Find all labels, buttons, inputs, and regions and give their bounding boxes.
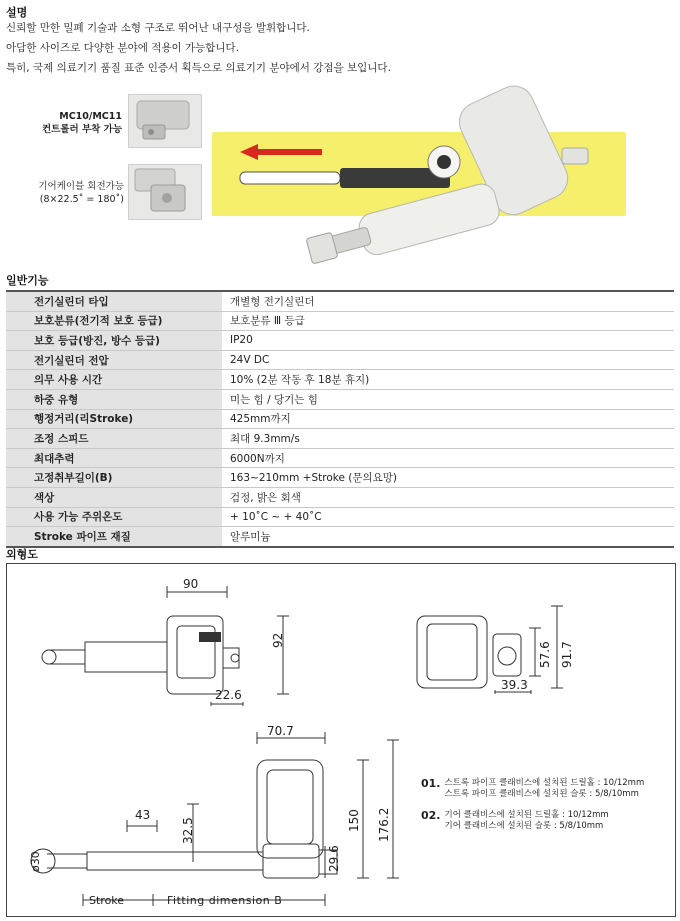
table-row: 고정취부길이(B) 163~210mm +Stroke (문의요망): [6, 468, 674, 488]
dim-57-6: 57.6: [538, 641, 552, 668]
drawing-heading: 외형도: [6, 548, 38, 561]
description-line-1: 신뢰할 만한 밀폐 기술과 소형 구조로 뛰어난 내구성을 발휘합니다.: [6, 22, 310, 34]
spec-table: [6, 290, 674, 548]
dim-92: 92: [271, 632, 285, 648]
dim-29-6: 29.6: [327, 845, 341, 872]
note-1: 01. 스트록 파이프 클래비스에 설치된 드릴홀 : 10/12mm 스트록 파이프 클래비스에 설치된 슬롯 : 5/8/10mm: [421, 777, 645, 799]
dim-150: 150: [347, 809, 361, 832]
dim-39-3: 39.3: [501, 678, 528, 692]
actuator-product-photo: [212, 80, 626, 270]
dim-70-7: 70.7: [267, 724, 294, 738]
dim-fitting-dimension: Fitting dimension B: [167, 894, 283, 907]
table-row: 보호 등급(방진, 방수 등급) IP20: [6, 331, 674, 351]
description-text: [6, 18, 391, 78]
dim-stroke: Stroke: [89, 894, 125, 907]
dim-91-7: 91.7: [560, 641, 574, 668]
description-heading: 설명: [6, 6, 28, 19]
description-line-3: 특히, 국제 의료기기 품질 표준 인증서 획득으로 의료기기 분야에서 강점을 보입니다.: [6, 62, 391, 74]
table-row: 전기실린더 전압 24V DC: [6, 350, 674, 370]
table-row: Stroke 파이프 재질 알루미늄: [6, 527, 674, 547]
dim-176-2: 176.2: [377, 807, 391, 842]
table-row: 행정거리(리Stroke) 425mm까지: [6, 409, 674, 429]
table-row: 보호분류(전기적 보호 등급) 보호분류 Ⅲ 등급: [6, 311, 674, 331]
table-row: 의무 사용 시간 10% (2분 작동 후 18분 휴지): [6, 370, 674, 390]
table-row: 사용 가능 주위온도 + 10˚C ~ + 40˚C: [6, 507, 674, 527]
connector-block: [199, 632, 221, 642]
drawing-lines: [7, 564, 675, 916]
table-row: 전기실린더 타입 개별형 전기실린더: [6, 291, 674, 311]
controller-attachment-photo: [128, 94, 202, 148]
technical-drawing: [6, 563, 676, 917]
feature-controller-label: MC10/MC11 컨트롤러 부착 가능: [41, 111, 122, 135]
feature-gear-label: 기어케이블 회전가능 (8×22.5˚ = 180˚): [38, 181, 124, 205]
dim-diameter-30: ø30: [29, 851, 42, 872]
retract-arrow-icon: [240, 144, 322, 160]
dim-22-6: 22.6: [215, 688, 242, 702]
table-row: 하중 유형 미는 힘 / 당기는 힘: [6, 389, 674, 409]
table-row: 최대추력 6000N까지: [6, 448, 674, 468]
table-row: 조정 스피드 최대 9.3mm/s: [6, 429, 674, 449]
general-heading: 일반기능: [6, 274, 49, 287]
gear-cable-photo: [128, 164, 202, 220]
dim-43: 43: [135, 808, 151, 822]
table-row: 색상 검정, 밝은 회색: [6, 487, 674, 507]
dim-90: 90: [183, 577, 199, 591]
dim-32-5: 32.5: [181, 817, 195, 844]
note-2: 02. 기어 클래비스에 설치된 드릴홀 : 10/12mm 기어 클래비스에 설치된 슬롯 : 5/8/10mm: [421, 809, 609, 831]
description-line-2: 아담한 사이즈로 다양한 분야에 적용이 가능합니다.: [6, 42, 240, 54]
